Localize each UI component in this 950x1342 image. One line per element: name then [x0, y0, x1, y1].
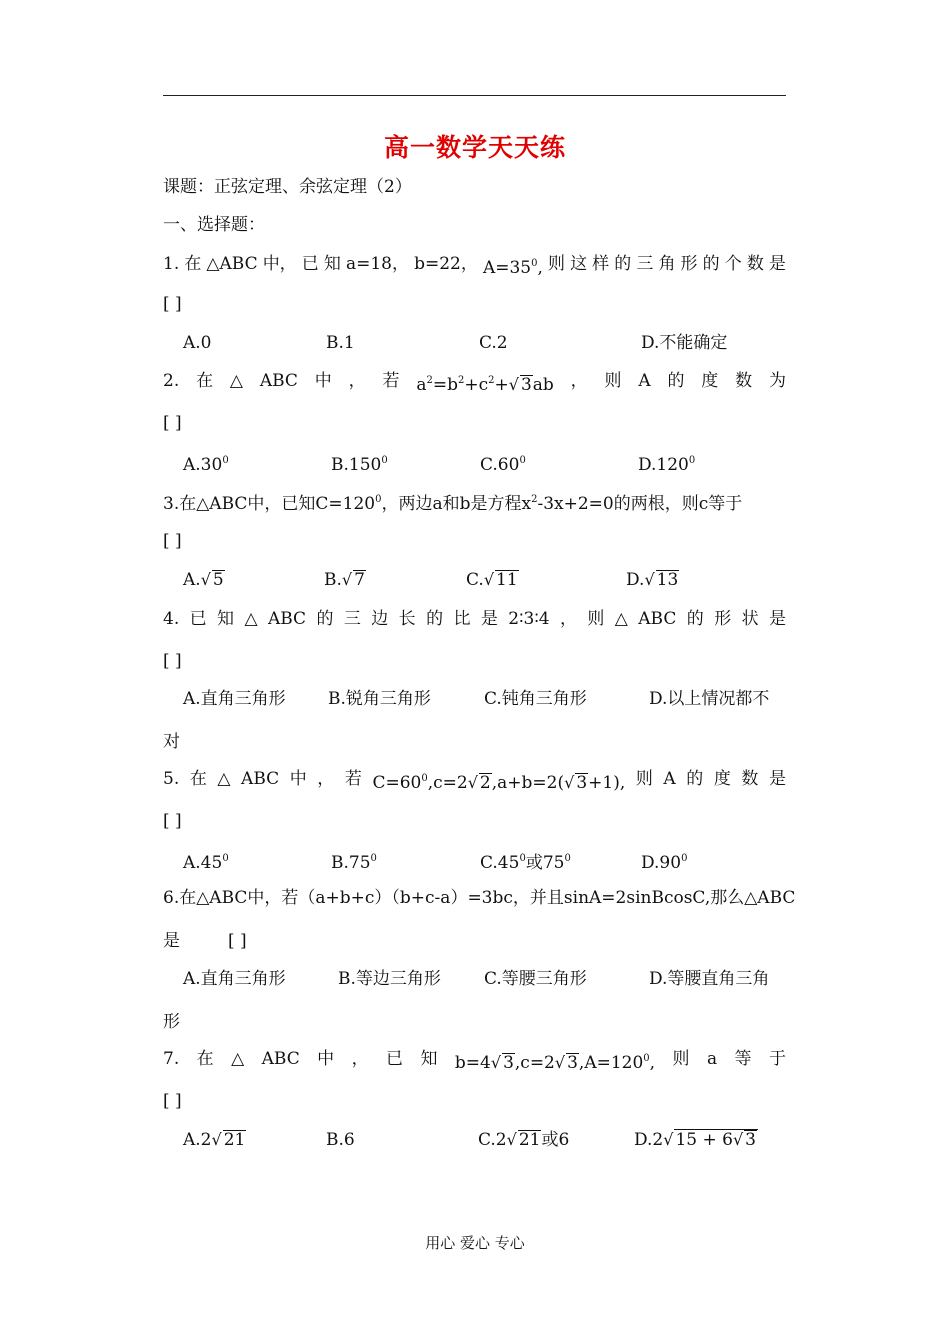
q-token: 三	[636, 254, 654, 274]
q-token: 这	[570, 254, 588, 274]
q-token: △	[217, 769, 231, 789]
q-token: 知	[323, 254, 341, 274]
q-token: ，	[351, 1049, 369, 1069]
q4-option-c: C.钝角三角形	[484, 689, 587, 709]
q-token: 数	[746, 254, 764, 274]
q-token: 知	[420, 1049, 438, 1069]
q-token: 中	[289, 769, 307, 789]
q-token: 5.	[163, 769, 180, 789]
q-token: ，	[317, 769, 335, 789]
q-token: 的	[614, 254, 632, 274]
q-token: 是	[768, 254, 786, 274]
page-title: 高一数学天天练	[383, 133, 566, 162]
q-token: 已	[189, 609, 207, 629]
q-token: 的	[702, 254, 720, 274]
q-token: 长	[398, 609, 416, 629]
q-token: 数	[741, 769, 759, 789]
q-token: 的	[426, 609, 444, 629]
q-token: 是	[480, 609, 498, 629]
q-token: ABC	[241, 769, 280, 789]
q-token: 在	[184, 254, 202, 274]
q-token: 已	[386, 1049, 404, 1069]
subject-line: 课题：正弦定理、余弦定理（2）	[163, 177, 412, 197]
question-3-line: 3.在△ABC中，已知$C=120^0$，两边a和b是方程$x^2-3x+2=0$的两根，则c等于	[163, 494, 743, 514]
q-token: 4.	[163, 609, 180, 629]
q-token: ，	[348, 371, 366, 391]
q4-option-b: B.锐角三角形	[328, 689, 431, 709]
q-token: 中，	[262, 254, 297, 274]
q1-option-d: D.不能确定	[641, 333, 728, 353]
q-token: a=18，	[345, 254, 409, 274]
q-token: 的	[686, 609, 704, 629]
q3-option-b: B.√ 7	[324, 570, 365, 590]
header-rule	[163, 95, 786, 96]
question-6-line: 6.在△ABC中，若（a+b+c）（b+c-a）=3bc，并且sinA=2sinBcosC,那么△ABC	[163, 888, 796, 908]
q-token: 的	[316, 609, 334, 629]
q-token: 于	[768, 1049, 786, 1069]
q-token: 的	[686, 769, 704, 789]
q-token: 为	[768, 371, 786, 391]
q4-option-d: D.以上情况都不	[649, 689, 770, 709]
q-token: 已	[301, 254, 319, 274]
q-token: 度	[713, 769, 731, 789]
q-token: 1.	[163, 254, 180, 274]
q2-option-c: $C.60^0$	[480, 455, 526, 475]
q-token: 度	[701, 371, 719, 391]
q-token: △	[614, 609, 628, 629]
q-token: ABC	[259, 371, 298, 391]
q-token: b=22，	[414, 254, 478, 274]
answer-bracket: [ ]	[163, 651, 182, 671]
q2-option-a: $A.30^0$	[183, 455, 229, 475]
q-token: 数	[735, 371, 753, 391]
q-token: 形	[680, 254, 698, 274]
q1-option-a: A.0	[183, 333, 212, 353]
q-token: 边	[371, 609, 389, 629]
equation: $C=60^0,c=2√$ 2,a+b=2(√ 3+1),	[372, 773, 626, 793]
q-token: 则	[604, 371, 622, 391]
q-token: 若	[382, 371, 400, 391]
q-token: 在	[196, 371, 214, 391]
q-token: △	[229, 371, 243, 391]
q-token: 样	[592, 254, 610, 274]
question-1-line	[163, 253, 786, 279]
q-token: 则	[547, 254, 565, 274]
q4-option-d-continued: 对	[163, 732, 180, 752]
q-token: 知	[217, 609, 235, 629]
q5-option-d: $D.90^0$	[641, 853, 688, 873]
q-token: $A=35^0$,	[482, 258, 543, 278]
q2-option-b: B.150$^0$	[331, 455, 388, 475]
q-token: 是	[769, 609, 786, 629]
q-token: 形	[714, 609, 732, 629]
q3-option-d: D.√ 13	[626, 570, 679, 590]
equation: $a^2=b^2+c^2+√$ 3ab	[416, 375, 554, 395]
q3-option-c: C.√ 11	[466, 570, 518, 590]
q7-option-b: B.6	[326, 1130, 355, 1150]
q-token: ，	[570, 371, 588, 391]
q-token: △	[244, 609, 258, 629]
q-token: 2∶3∶4	[508, 609, 550, 629]
q-token: 在	[189, 769, 207, 789]
q-token: a	[706, 1049, 718, 1069]
answer-bracket: [ ]	[163, 811, 182, 831]
q-token: 在	[196, 1049, 214, 1069]
q7-option-d: D.2√ 15 + 6√ 3	[634, 1130, 756, 1150]
q3-option-a: A.√ 5	[183, 570, 224, 590]
question-6-line-2: 是 [ ]	[163, 931, 247, 951]
question-2-line	[163, 370, 786, 396]
q-token: △ABC	[206, 254, 258, 274]
question-7-line	[163, 1048, 786, 1074]
answer-bracket: [ ]	[163, 531, 182, 551]
q-token: 若	[344, 769, 362, 789]
q-token: 角	[658, 254, 676, 274]
q2-option-d: D.120$^0$	[638, 455, 696, 475]
q-token: 的	[667, 371, 685, 391]
q1-option-b: B.1	[326, 333, 355, 353]
answer-bracket: [ ]	[163, 1091, 182, 1111]
q6-option-c: C.等腰三角形	[484, 969, 587, 989]
q-token: 7.	[163, 1049, 180, 1069]
equation: b=4√ 3,c=2√ $3,A=120^0$,	[454, 1053, 656, 1073]
q6-option-b: B.等边三角形	[338, 969, 441, 989]
q5-option-b: $B.75^0$	[331, 853, 377, 873]
q-token: A	[638, 371, 651, 391]
q-token: 则	[587, 609, 605, 629]
answer-bracket: [ ]	[163, 294, 182, 314]
q4-option-a: A.直角三角形	[183, 689, 286, 709]
q-token: 状	[741, 609, 759, 629]
q6-option-a: A.直角三角形	[183, 969, 286, 989]
q6-option-d-continued: 形	[163, 1012, 180, 1032]
q-token: 是	[769, 769, 786, 789]
q-token: ABC	[267, 609, 307, 629]
q5-option-a: $A.45^0$	[183, 853, 229, 873]
q1-option-c: C.2	[479, 333, 508, 353]
q-token: A	[663, 769, 676, 789]
q-token: ，	[559, 609, 577, 629]
q5-option-c: $C.45^0$或$75^0$	[480, 853, 571, 873]
q-token: 2.	[163, 371, 180, 391]
q7-option-a: A.2√ 21	[183, 1130, 246, 1150]
q-token: ABC	[261, 1049, 300, 1069]
answer-bracket: [ ]	[163, 413, 182, 433]
q-token: 等	[734, 1049, 752, 1069]
q-token: 中	[317, 1049, 335, 1069]
q-token: ABC	[638, 609, 677, 629]
q-token: 个	[724, 254, 742, 274]
page-footer: 用心 爱心 专心	[425, 1234, 525, 1252]
q-token: 则	[672, 1049, 690, 1069]
q6-option-d: D.等腰直角三角	[649, 969, 770, 989]
q-token: 中	[314, 371, 332, 391]
q-token: 三	[343, 609, 361, 629]
section-heading: 一、选择题：	[163, 215, 265, 235]
q-token: 则	[635, 769, 653, 789]
question-4-line	[163, 608, 786, 630]
q-token: 比	[453, 609, 471, 629]
q7-option-c: C.2√ 21或6	[478, 1130, 570, 1150]
q-token: △	[231, 1049, 245, 1069]
question-5-line	[163, 768, 786, 794]
